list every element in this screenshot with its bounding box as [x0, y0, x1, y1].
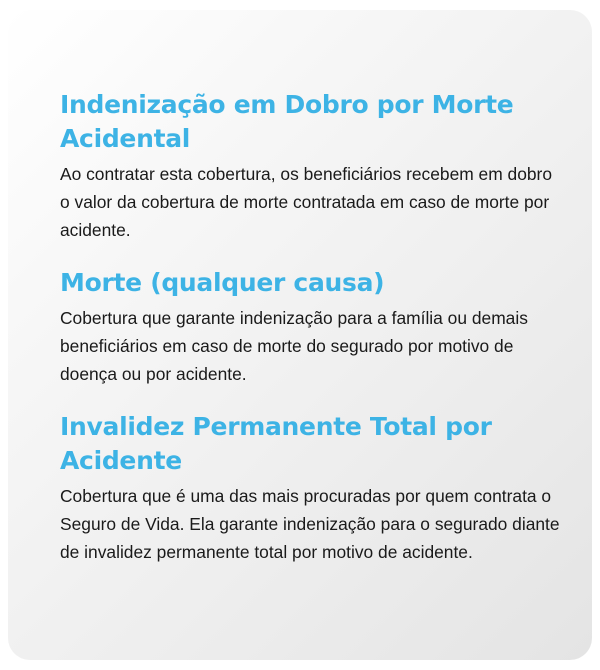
coverage-section-permanent-disability: [60, 410, 562, 566]
coverage-section-death-any-cause: [60, 266, 562, 388]
section-description: Cobertura que é uma das mais procuradas por quem contrata o Seguro de Vida. Ela garante indenização para o segurado diante de invalidez permanente total por motivo de acidente.: [60, 486, 560, 562]
section-title: Indenização em Dobro por Morte Acidental: [60, 90, 514, 153]
section-title: Invalidez Permanente Total por Acidente: [60, 412, 492, 475]
coverage-section-double-indemnity: [60, 88, 562, 244]
coverage-card: [8, 10, 592, 660]
section-title: Morte (qualquer causa): [60, 268, 385, 297]
section-description: Cobertura que garante indenização para a família ou demais beneficiários em caso de morte do segurado por motivo de doença ou por acidente.: [60, 308, 528, 384]
section-description: Ao contratar esta cobertura, os beneficiários recebem em dobro o valor da cobertura de morte contratada em caso de morte por acidente.: [60, 164, 553, 240]
